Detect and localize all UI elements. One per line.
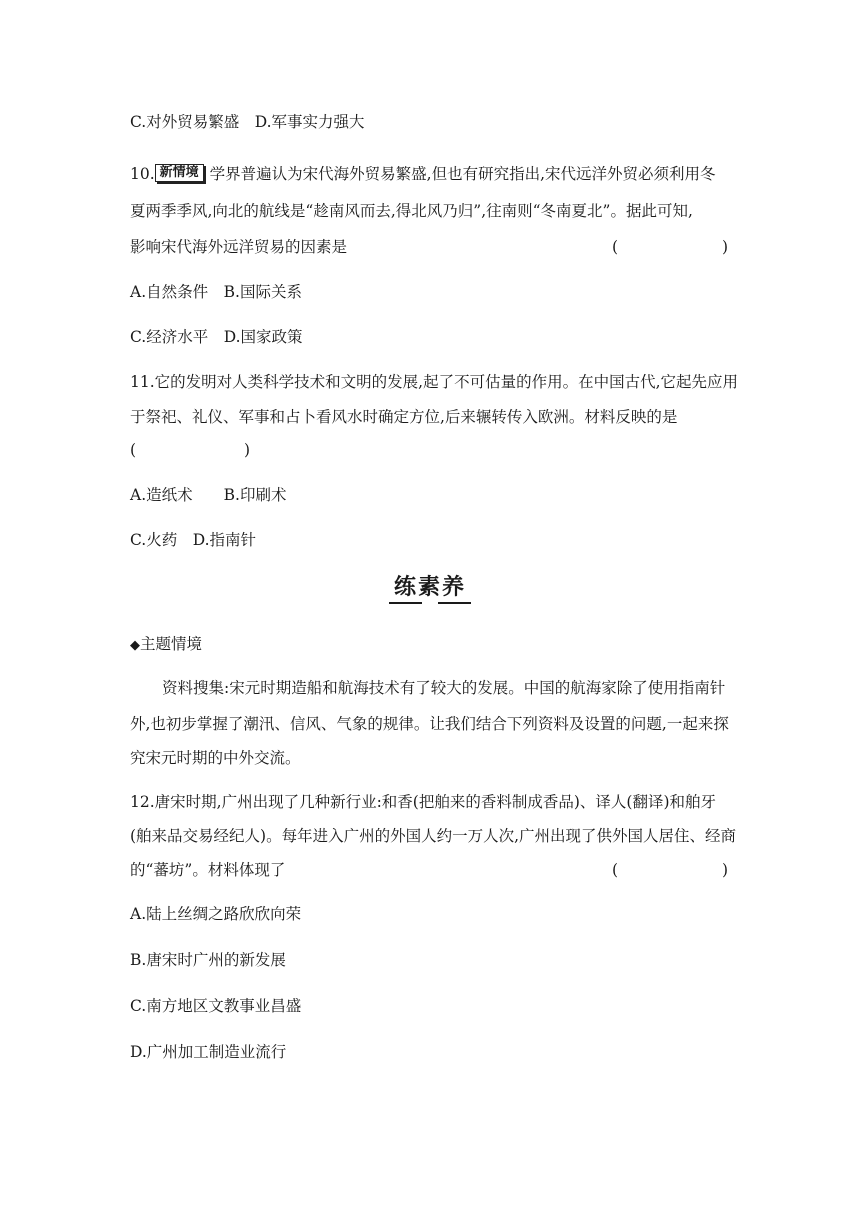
q12-line-3: 的“蕃坊”。材料体现了 (130, 861, 286, 879)
intro-line-1: 资料搜集:宋元时期造船和航海技术有了较大的发展。中国的航海家除了使用指南针 (162, 679, 726, 697)
q12-answer-paren-open: ( (612, 861, 619, 879)
q11-options-ab: A.造纸术 B.印刷术 (130, 486, 287, 504)
section-title-underline-left (389, 602, 422, 604)
q10-number: 10. (130, 165, 155, 183)
q11-options-cd: C.火药 D.指南针 (130, 531, 257, 549)
q12-line-1: 12.唐宋时期,广州出现了几种新行业:和香(把舶来的香料制成香品)、译人(翻译)和舶牙 (130, 793, 716, 811)
theme-heading (130, 634, 202, 656)
q10-options-cd: C.经济水平 D.国家政策 (130, 328, 303, 346)
new-context-tag: 新情境 (155, 164, 204, 182)
q10-answer-paren-close: ) (722, 238, 729, 256)
q12-line-2: (舶来品交易经纪人)。每年进入广州的外国人约一万人次,广州出现了供外国人居住、经商 (130, 827, 737, 845)
diamond-bullet-icon: ◆ (130, 638, 140, 653)
q12-option-d: D.广州加工制造业流行 (130, 1043, 287, 1061)
intro-line-2: 外,也初步掌握了潮汛、信风、气象的规律。让我们结合下列资料及设置的问题,一起来探 (130, 715, 729, 733)
q12-answer-paren-close: ) (722, 861, 729, 879)
q10-answer-paren-open: ( (612, 238, 619, 256)
intro-line-3: 究宋元时期的中外交流。 (130, 749, 301, 767)
section-title-underline-right (438, 602, 471, 604)
section-title: 练素养 (393, 575, 466, 600)
q10-options-ab: A.自然条件 B.国际关系 (130, 283, 302, 301)
q10-text-1: 学界普遍认为宋代海外贸易繁盛,但也有研究指出,宋代远洋外贸必须利用冬 (209, 165, 716, 183)
q10-line-1 (130, 164, 716, 185)
q11-answer-paren-open: ( (130, 441, 137, 459)
q9-options-cd: C.对外贸易繁盛 D.军事实力强大 (130, 113, 365, 131)
theme-label: 主题情境 (140, 635, 203, 653)
q11-answer-paren-close: ) (244, 441, 251, 459)
q10-line-3: 影响宋代海外远洋贸易的因素是 (130, 238, 348, 256)
q12-option-c: C.南方地区文教事业昌盛 (130, 997, 302, 1015)
q10-line-2: 夏两季季风,向北的航线是“趁南风而去,得北风乃归”,往南则“冬南夏北”。据此可知, (130, 202, 693, 220)
q11-line-2: 于祭祀、礼仪、军事和占卜看风水时确定方位,后来辗转传入欧洲。材料反映的是 (130, 408, 678, 426)
q12-option-a: A.陆上丝绸之路欣欣向荣 (130, 905, 302, 923)
q12-option-b: B.唐宋时广州的新发展 (130, 951, 286, 969)
q11-line-1: 11.它的发明对人类科学技术和文明的发展,起了不可估量的作用。在中国古代,它起先应用 (130, 373, 739, 391)
